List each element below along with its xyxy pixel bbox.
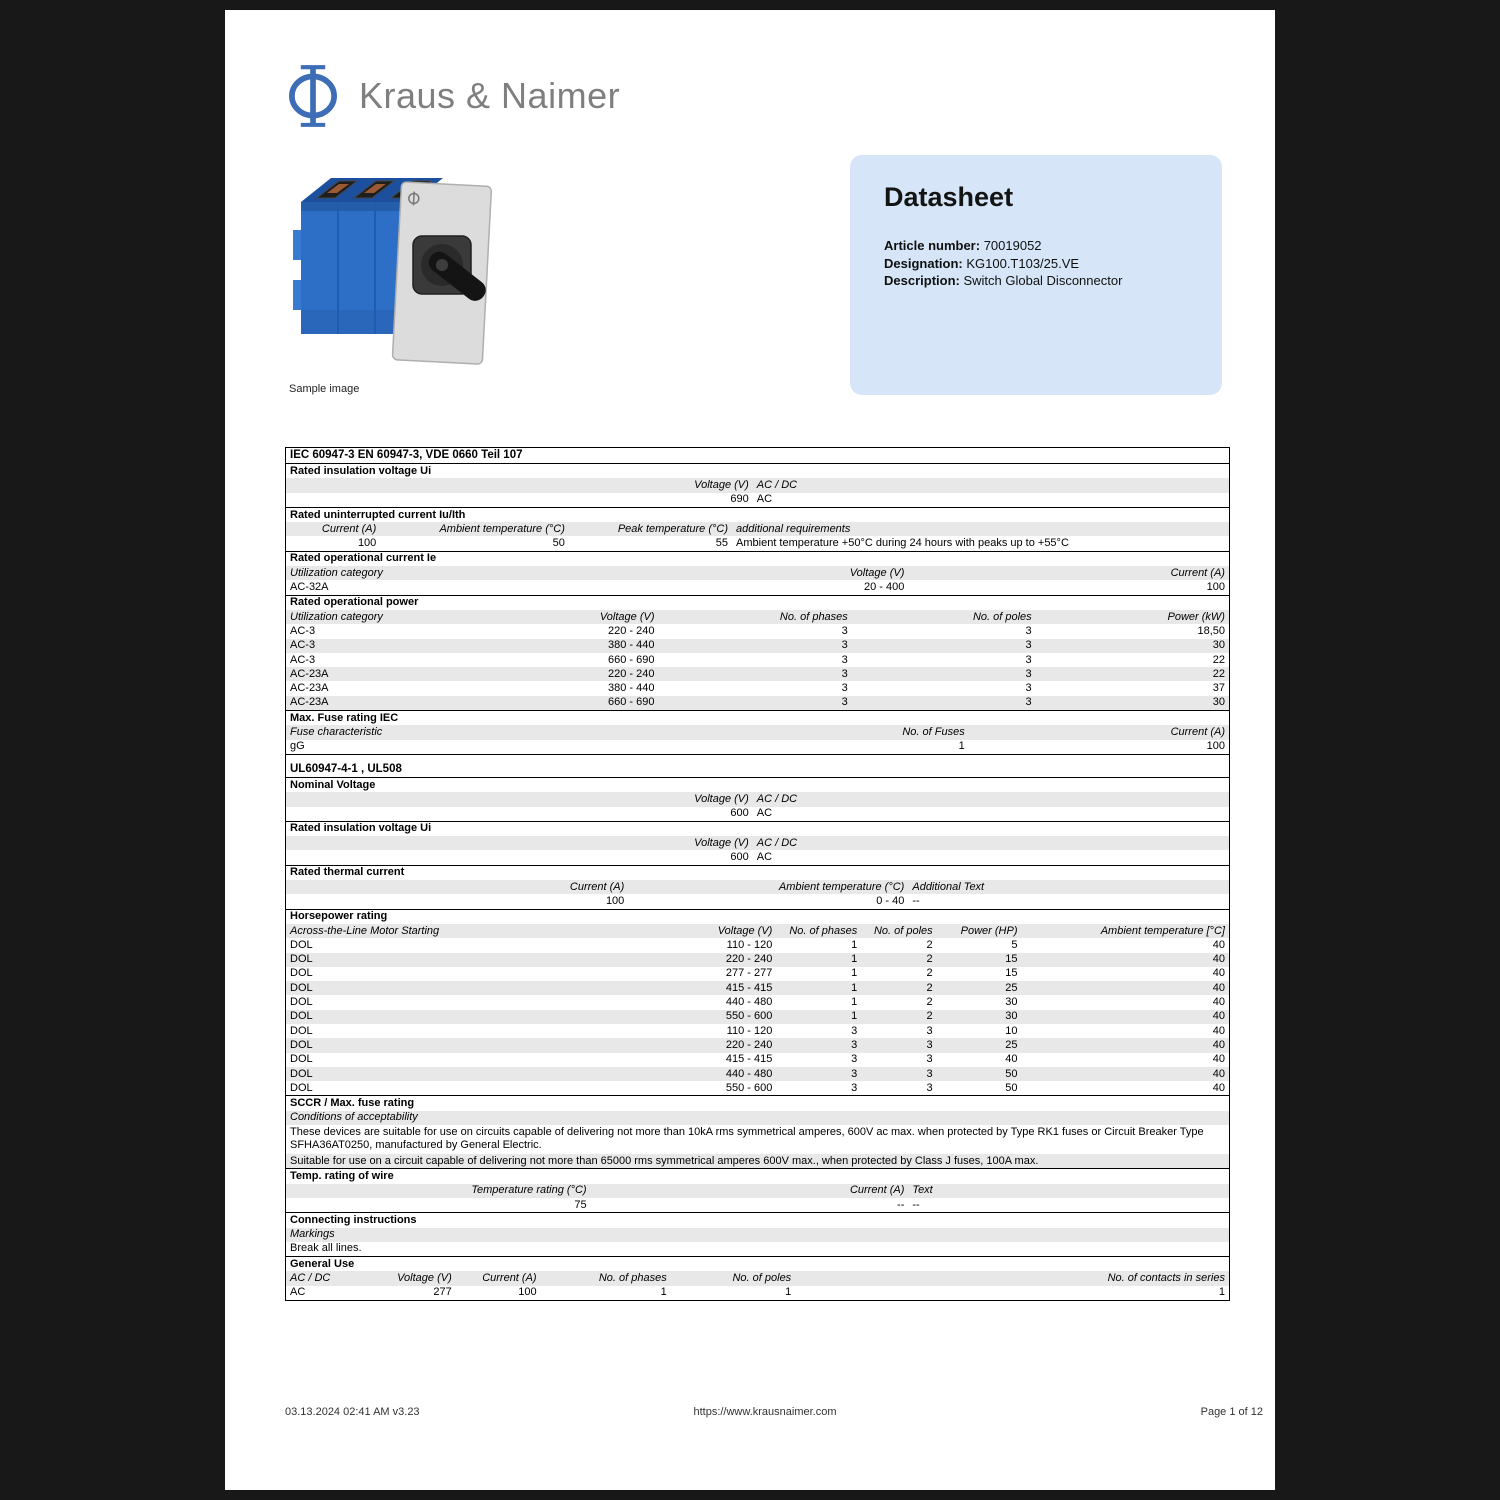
table-cell: 2 [926, 953, 933, 966]
table-cell: Voltage (V) [694, 792, 749, 805]
table-cell: Ambient temperature (°C) [778, 880, 905, 893]
table-cell: 2 [926, 1010, 933, 1023]
table-cell: 2 [926, 938, 933, 951]
table-cell: 3 [926, 1038, 933, 1051]
table-cell: 40 [1212, 1053, 1225, 1066]
table-cell: 75 [574, 1198, 587, 1211]
table-cell: AC-3 [290, 653, 316, 666]
table-cell: Rated operational power [290, 596, 419, 609]
info-field-label: Designation: [884, 255, 963, 271]
table-cell: 50 [1005, 1067, 1018, 1080]
page-footer [285, 1406, 1263, 1420]
table-data-row [286, 1125, 1229, 1154]
table-cell: 3 [926, 1024, 933, 1037]
table-cell: Current (A) [1170, 725, 1225, 738]
table-cell: 2 [926, 996, 933, 1009]
table-cell: Fuse characteristic [290, 725, 383, 738]
table-cell: 3 [841, 667, 848, 680]
table-data-row [286, 624, 1229, 638]
table-cell: 1 [851, 953, 858, 966]
table-cell: DOL [290, 1038, 313, 1051]
table-cell: AC-3 [290, 639, 316, 652]
table-cell: -- [912, 1198, 920, 1211]
table-cell: 2 [926, 967, 933, 980]
table-cell: DOL [290, 981, 313, 994]
table-cell: 440 - 480 [725, 996, 773, 1009]
table-cell: Power (kW) [1167, 610, 1225, 623]
table-cell: 1 [851, 1010, 858, 1023]
table-cell: 1 [660, 1286, 667, 1299]
table-cell: Peak temperature (°C) [617, 522, 729, 535]
table-cell: 3 [841, 653, 848, 666]
table-data-row [286, 953, 1229, 967]
table-cell: Voltage (V) [599, 610, 655, 623]
table-cell: 1 [851, 967, 858, 980]
table-cell: 550 - 600 [725, 1081, 773, 1094]
table-cell: 380 - 440 [608, 639, 655, 652]
table-cell: AC [756, 807, 773, 820]
table-cell: Rated uninterrupted current Iu/Ith [290, 508, 466, 521]
table-column-header-row [286, 522, 1229, 536]
table-cell: 40 [1212, 981, 1225, 994]
table-cell: 3 [926, 1067, 933, 1080]
table-cell: Text [912, 1184, 933, 1197]
table-cell: DOL [290, 996, 313, 1009]
info-fields [884, 237, 1188, 290]
table-cell: 1 [851, 996, 858, 1009]
table-cell: gG [290, 740, 305, 753]
table-cell: 15 [1005, 967, 1018, 980]
table-cell: DOL [290, 1010, 313, 1023]
table-cell: 660 - 690 [608, 653, 655, 666]
table-cell: Voltage (V) [694, 478, 749, 491]
table-cell: 3 [1025, 653, 1032, 666]
table-data-row [286, 1286, 1229, 1300]
table-data-row [286, 1198, 1229, 1212]
info-field [884, 272, 1188, 290]
table-cell: 440 - 480 [725, 1067, 773, 1080]
table-data-row [286, 1053, 1229, 1067]
table-cell: No. of phases [598, 1272, 667, 1285]
table-cell: 277 - 277 [725, 967, 773, 980]
table-cell: 18,50 [1197, 624, 1225, 637]
table-subsection-header [286, 909, 1229, 924]
table-column-header-row [286, 1111, 1229, 1125]
table-cell: AC-32A [290, 581, 329, 594]
table-cell: 3 [851, 1081, 858, 1094]
table-data-row [286, 1067, 1229, 1081]
table-cell: Utilization category [290, 610, 383, 623]
table-subsection-header [286, 821, 1229, 836]
table-cell: 30 [1005, 996, 1018, 1009]
table-data-row [286, 807, 1229, 821]
table-cell: Current (A) [849, 1184, 905, 1197]
table-cell: Ambient temperature [°C] [1100, 924, 1225, 937]
table-data-row [286, 580, 1229, 594]
table-cell: DOL [290, 953, 313, 966]
table-cell: 40 [1212, 938, 1225, 951]
table-cell: 3 [851, 1067, 858, 1080]
footer-url-link[interactable]: https://www.krausnaimer.com [693, 1406, 837, 1418]
table-cell: 110 - 120 [726, 1024, 773, 1037]
table-cell: 25 [1005, 1038, 1018, 1051]
table-column-header-row [286, 924, 1229, 938]
table-cell: -- [897, 1198, 905, 1211]
table-cell: 30 [1005, 1010, 1018, 1023]
table-cell: 22 [1212, 667, 1225, 680]
table-cell: 3 [851, 1024, 858, 1037]
datasheet-page [225, 10, 1275, 1490]
table-cell: 600 [730, 807, 749, 820]
table-cell: 15 [1005, 953, 1018, 966]
sample-image-caption: Sample image [289, 383, 360, 395]
table-subsection-header [286, 1095, 1229, 1110]
product-photo [283, 160, 493, 370]
table-cell: No. of phases [789, 924, 858, 937]
table-cell: 380 - 440 [608, 682, 655, 695]
table-column-header-row [286, 610, 1229, 624]
table-cell: AC [756, 851, 773, 864]
table-cell: AC-23A [290, 667, 329, 680]
table-cell: Rated operational current Ie [290, 552, 437, 565]
table-cell: No. of poles [732, 1272, 792, 1285]
table-cell: Utilization category [290, 566, 383, 579]
table-data-row [286, 493, 1229, 507]
table-subsection-header [286, 463, 1229, 478]
table-column-header-row [286, 1228, 1229, 1242]
table-cell: Max. Fuse rating IEC [290, 711, 399, 724]
table-data-row [286, 995, 1229, 1009]
table-cell: Suitable for use on a circuit capable of delivering not more than 65000 rms symmetrical amperes 600V max., when protected by Class J fuses, 100A max. [290, 1154, 1039, 1167]
table-cell: 100 [1206, 581, 1225, 594]
table-cell: 2 [926, 981, 933, 994]
table-cell: No. of poles [972, 610, 1032, 623]
table-data-row [286, 1242, 1229, 1256]
table-subsection-header [286, 507, 1229, 522]
table-cell: 100 [518, 1286, 537, 1299]
table-cell: 220 - 240 [608, 624, 655, 637]
datasheet-info-panel [850, 155, 1222, 395]
table-cell: 3 [1025, 639, 1032, 652]
info-field-value: 70019052 [980, 238, 1042, 253]
table-subsection-header [286, 1212, 1229, 1227]
table-cell: 0 - 40 [876, 894, 905, 907]
info-field [884, 237, 1188, 255]
table-cell: Ambient temperature +50°C during 24 hours with peaks up to +55°C [736, 537, 1069, 550]
table-column-header-row [286, 836, 1229, 850]
table-cell: Current (A) [321, 522, 377, 535]
table-cell: Nominal Voltage [290, 778, 376, 791]
table-cell: 3 [1025, 624, 1032, 637]
table-cell: Voltage (V) [694, 836, 749, 849]
table-cell: 415 - 415 [725, 981, 773, 994]
table-cell: Rated insulation voltage Ui [290, 464, 432, 477]
table-cell: No. of poles [873, 924, 933, 937]
table-cell: 100 [357, 537, 377, 550]
table-cell: 220 - 240 [608, 667, 655, 680]
table-cell: AC-3 [290, 624, 316, 637]
table-data-row [286, 667, 1229, 681]
table-data-row [286, 639, 1229, 653]
table-cell: 600 [730, 851, 749, 864]
table-data-row [286, 536, 1229, 550]
table-cell: Voltage (V) [717, 924, 773, 937]
table-cell: 25 [1005, 981, 1018, 994]
table-cell: AC-23A [290, 696, 329, 709]
table-cell: Additional Text [912, 880, 985, 893]
table-cell: 550 - 600 [725, 1010, 773, 1023]
table-cell: 50 [1005, 1081, 1018, 1094]
table-cell: DOL [290, 967, 313, 980]
table-cell: 40 [1212, 996, 1225, 1009]
info-field-value: KG100.T103/25.VE [962, 255, 1080, 271]
table-cell: Ambient temperature (°C) [439, 522, 565, 535]
table-data-row [286, 696, 1229, 710]
table-subsection-header [286, 1168, 1229, 1183]
table-cell: 1 [1218, 1286, 1225, 1299]
table-cell: AC [290, 1286, 306, 1299]
table-cell: 220 - 240 [725, 1038, 773, 1051]
table-cell: DOL [290, 1024, 313, 1037]
table-cell: 220 - 240 [725, 953, 773, 966]
table-cell: 3 [841, 696, 848, 709]
table-cell: 40 [1212, 967, 1225, 980]
table-cell: Current (A) [482, 1272, 537, 1285]
datasheet-title: Datasheet [884, 182, 1014, 212]
table-cell: 277 [433, 1286, 452, 1299]
table-column-header-row [286, 725, 1229, 739]
table-data-row [286, 1154, 1229, 1168]
table-column-header-row [286, 566, 1229, 580]
table-cell: These devices are suitable for use on circuits capable of delivering not more than 10kA rms symmetrical amperes, 600V ac max. when protected by Type RK1 fuses or Circuit Breaker Type SFHA36AT0250, manufactured by General Electric. [290, 1126, 1204, 1152]
table-cell: 3 [851, 1053, 858, 1066]
table-cell: Current (A) [569, 880, 625, 893]
table-cell: Break all lines. [290, 1242, 362, 1255]
table-data-row [286, 938, 1229, 952]
table-data-row [286, 981, 1229, 995]
table-cell: 3 [1025, 696, 1032, 709]
table-cell: IEC 60947-3 EN 60947-3, VDE 0660 Teil 107 [290, 449, 523, 461]
table-cell: SCCR / Max. fuse rating [290, 1097, 415, 1110]
table-cell: DOL [290, 1053, 313, 1066]
table-cell: 3 [926, 1053, 933, 1066]
table-cell: Temperature rating (°C) [471, 1184, 587, 1197]
table-cell: Current (A) [1170, 566, 1225, 579]
table-cell: 37 [1212, 682, 1225, 695]
info-field [884, 255, 1188, 273]
table-subsection-header [286, 551, 1229, 566]
table-cell: AC / DC [290, 1272, 331, 1285]
table-data-row [286, 894, 1229, 908]
table-data-row [286, 1024, 1229, 1038]
table-cell: 100 [1206, 740, 1225, 753]
table-cell: 5 [1011, 938, 1018, 951]
table-cell: 1 [851, 981, 858, 994]
table-cell: 40 [1212, 1024, 1225, 1037]
table-cell: 40 [1212, 1067, 1225, 1080]
table-cell: 3 [1025, 667, 1032, 680]
table-section-title [286, 754, 1229, 777]
info-field-label: Description: [884, 273, 960, 288]
table-cell: Connecting instructions [290, 1213, 417, 1226]
table-section-title [286, 447, 1229, 463]
spec-table [285, 447, 1230, 1301]
table-cell: Conditions of acceptability [290, 1111, 418, 1124]
table-data-row [286, 967, 1229, 981]
table-cell: 3 [841, 682, 848, 695]
table-cell: No. of phases [779, 610, 848, 623]
table-cell: additional requirements [736, 522, 851, 535]
table-column-header-row [286, 478, 1229, 492]
table-cell: 415 - 415 [725, 1053, 773, 1066]
table-cell: 22 [1212, 653, 1225, 666]
table-cell: DOL [290, 1067, 313, 1080]
table-cell: 3 [926, 1081, 933, 1094]
table-cell: 30 [1212, 639, 1225, 652]
table-cell: Rated thermal current [290, 866, 405, 879]
table-data-row [286, 740, 1229, 754]
table-cell: AC / DC [756, 792, 798, 805]
table-cell: DOL [290, 1081, 313, 1094]
table-column-header-row [286, 880, 1229, 894]
table-cell: Power (HP) [960, 924, 1018, 937]
table-column-header-row [286, 1184, 1229, 1198]
product-figure [283, 160, 498, 395]
table-cell: No. of contacts in series [1107, 1272, 1225, 1285]
table-cell: AC / DC [756, 478, 798, 491]
table-cell: Voltage (V) [849, 566, 905, 579]
info-field-value: Switch Global Disconnector [959, 273, 1123, 288]
table-cell: 30 [1212, 696, 1225, 709]
table-cell: 40 [1005, 1053, 1018, 1066]
table-cell: Markings [290, 1228, 335, 1241]
table-cell: AC [756, 493, 773, 506]
table-cell: 55 [715, 537, 729, 550]
table-cell: 3 [841, 639, 848, 652]
brand-header [287, 60, 620, 132]
table-cell: 110 - 120 [726, 938, 773, 951]
table-subsection-header [286, 710, 1229, 725]
table-cell: No. of Fuses [902, 725, 965, 738]
table-data-row [286, 653, 1229, 667]
table-subsection-header [286, 865, 1229, 880]
table-cell: AC / DC [756, 836, 798, 849]
table-cell: Voltage (V) [397, 1272, 452, 1285]
table-cell: 100 [605, 894, 625, 907]
table-subsection-header [286, 595, 1229, 610]
table-cell: UL60947-4-1 , UL508 [290, 762, 402, 775]
table-data-row [286, 1010, 1229, 1024]
table-cell: 660 - 690 [608, 696, 655, 709]
table-cell: 690 [730, 493, 749, 506]
table-cell: AC-23A [290, 682, 329, 695]
table-cell: -- [912, 894, 920, 907]
table-cell: Horsepower rating [290, 910, 388, 923]
table-column-header-row [286, 792, 1229, 806]
table-data-row [286, 1038, 1229, 1052]
table-data-row [286, 850, 1229, 864]
table-cell: 50 [552, 537, 565, 550]
table-cell: 40 [1212, 1081, 1225, 1094]
table-subsection-header [286, 1256, 1229, 1271]
footer-page-number: Page 1 of 12 [1200, 1406, 1263, 1418]
table-cell: 1 [785, 1286, 792, 1299]
table-cell: 3 [1025, 682, 1032, 695]
table-cell: 10 [1005, 1024, 1018, 1037]
table-cell: 40 [1212, 953, 1225, 966]
table-cell: 3 [841, 624, 848, 637]
table-cell: 1 [958, 740, 965, 753]
table-cell: 3 [851, 1038, 858, 1051]
table-subsection-header [286, 777, 1229, 792]
table-column-header-row [286, 1271, 1229, 1285]
table-cell: 20 - 400 [863, 581, 905, 594]
info-field-label: Article number: [884, 238, 981, 253]
table-cell: Temp. rating of wire [290, 1170, 394, 1182]
footer-date-version: 03.13.2024 02:41 AM v3.23 [285, 1406, 420, 1418]
table-cell: 40 [1212, 1010, 1225, 1023]
table-cell: Rated insulation voltage Ui [290, 822, 432, 835]
table-cell: 40 [1212, 1038, 1225, 1051]
kraus-naimer-logo-icon [287, 60, 339, 132]
table-cell: General Use [290, 1257, 355, 1270]
table-cell: 1 [851, 938, 858, 951]
table-cell: DOL [290, 938, 313, 951]
table-data-row [286, 681, 1229, 695]
brand-name: Kraus & Naimer [359, 75, 621, 116]
table-cell: Across-the-Line Motor Starting [290, 924, 440, 937]
table-data-row [286, 1081, 1229, 1095]
